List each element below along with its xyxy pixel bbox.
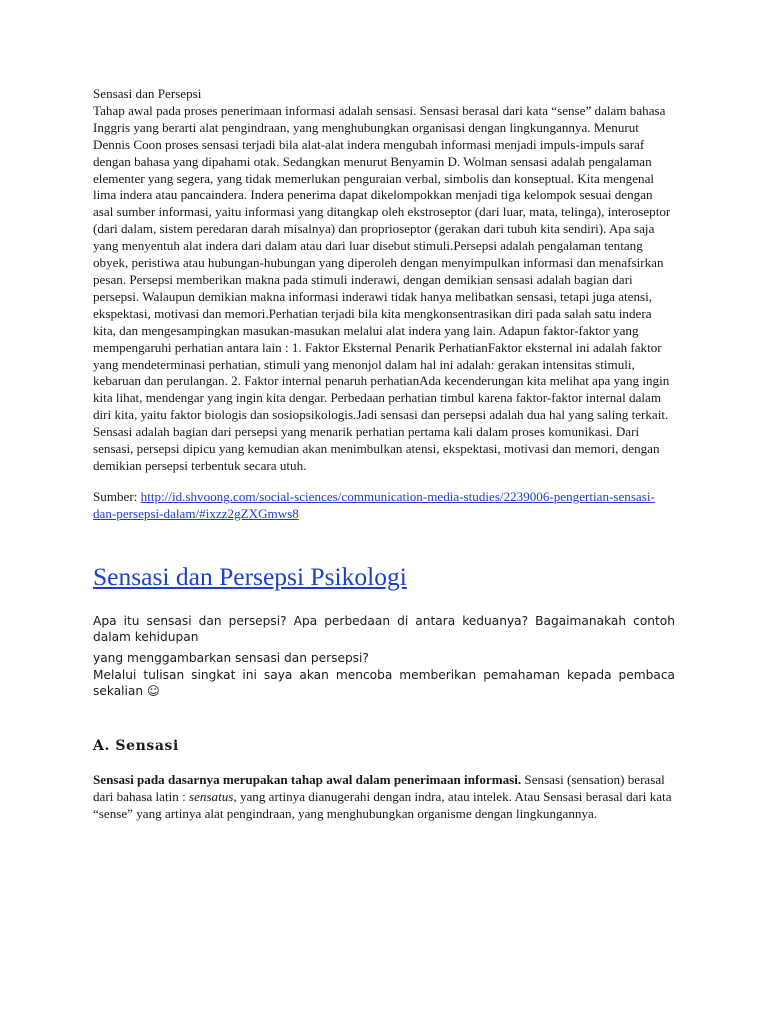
- section-one-heading: Sensasi dan Persepsi: [93, 86, 202, 101]
- source-label: Sumber:: [93, 488, 141, 504]
- sensasi-lead: Sensasi pada dasarnya merupakan tahap awal dalam penerimaan informasi.: [93, 771, 522, 787]
- article-intro: [93, 613, 675, 700]
- source-link[interactable]: http://id.shvoong.com/social-sciences/communication-media-studies/2239006-pengertian-sensasi-dan-persepsi-dalam/#ixzz2gZXGmws8: [93, 488, 655, 521]
- section-a-heading: A. Sensasi: [93, 737, 179, 754]
- document-page: [93, 86, 675, 822]
- sensasi-paragraph: [93, 771, 675, 822]
- sensasi-text-2: , yang artinya dianugerahi dengan indra, atau intelek. Atau Sensasi berasal dari kata “sense” yang artinya alat pengindraan, yang menghubungkan organisme dengan lingkungannya.: [93, 788, 672, 821]
- section-one: [93, 86, 675, 475]
- source-citation: [93, 489, 675, 523]
- section-one-paragraph: Tahap awal pada proses penerimaan informasi adalah sensasi. Sensasi berasal dari kata “sense” dalam bahasa Inggris yang berarti alat pengindraan, yang menghubungkan organisasi dengan lingkungannya. Menurut Dennis Coon proses sensasi terjadi bila alat-alat indera mengubah informasi menjadi impuls-impuls saraf dengan bahasa yang dipahami otak. Sedangkan menurut Benyamin D. Wolman sensasi adalah pengalaman elementer yang segera, yang tidak memerlukan penguraian verbal, simbolis dan konseptual. Kita mengenal lima indera atau pancaindera. Indera penerima dapat dikelompokkan menjadi tiga kelompok sesuai dengan asal sumber informasi, yaitu informasi yang ditangkap oleh ekstroseptor (dari luar, mata, telinga), interoseptor (dari dalam, sistem peredaran darah misalnya) dan proprioseptor (gerakan dari tubuh kita sendiri). Apa saja yang menyentuh alat indera dari dalam atau dari luar disebut stimuli.Persepsi adalah pengalaman tentang obyek, peristiwa atau hubungan-hubungan yang diperoleh dengan menyimpulkan informasi dan menafsirkan pesan. Persepsi memberikan makna pada stimuli inderawi, dengan demikian sensasi adalah bagian dari persepsi. Walaupun demikian makna informasi inderawi tidak hanya melibatkan sensasi, tetapi juga atensi, ekspektasi, motivasi dan memori.Perhatian terjadi bila kita mengkonsentrasikan diri pada salah satu indera kita, dan mengesampingkan masukan-masukan melalui alat indera yang lain. Adapun faktor-faktor yang mempengaruhi perhatian antara lain : 1. Faktor Eksternal Penarik PerhatianFaktor eksternal ini adalah faktor yang mendeterminasi perhatian, stimuli yang menonjol dalam hal ini adalah: gerakan intensitas stimuli, kebaruan dan perulangan. 2. Faktor internal penaruh perhatianAda kecenderungan kita melihat apa yang ingin kita lihat, mendengar yang ingin kita dengar. Perbedaan perhatian timbul karena faktor-faktor internal dalam diri kita, yaitu faktor biologis dan sosiopsikologis.Jadi sensasi dan persepsi adalah dua hal yang saling terkait. Sensasi adalah bagian dari persepsi yang menarik perhatian pertama kali dalam proses komunikasi. Dari sensasi, persepsi dipicu yang kemudian akan menimbulkan atensi, ekspektasi, motivasi dan memori, dengan demikian persepsi terbentuk secara utuh.: [93, 102, 671, 473]
- sensasi-latin-term: sensatus: [189, 788, 234, 804]
- intro-line-1: Apa itu sensasi dan persepsi? Apa perbedaan di antara keduanya? Bagaimanakah contoh dalam kehidupan: [93, 613, 675, 645]
- article-title-link[interactable]: Sensasi dan Persepsi Psikologi: [93, 561, 407, 591]
- intro-line-2: yang menggambarkan sensasi dan persepsi?: [93, 651, 369, 666]
- intro-line-3: Melalui tulisan singkat ini saya akan mencoba memberikan pemahaman kepada pembaca sekalian ☺: [93, 667, 675, 699]
- sensasi-text-1: Sensasi (sensation) berasal dari bahasa latin :: [93, 771, 665, 804]
- article-title: [93, 561, 675, 593]
